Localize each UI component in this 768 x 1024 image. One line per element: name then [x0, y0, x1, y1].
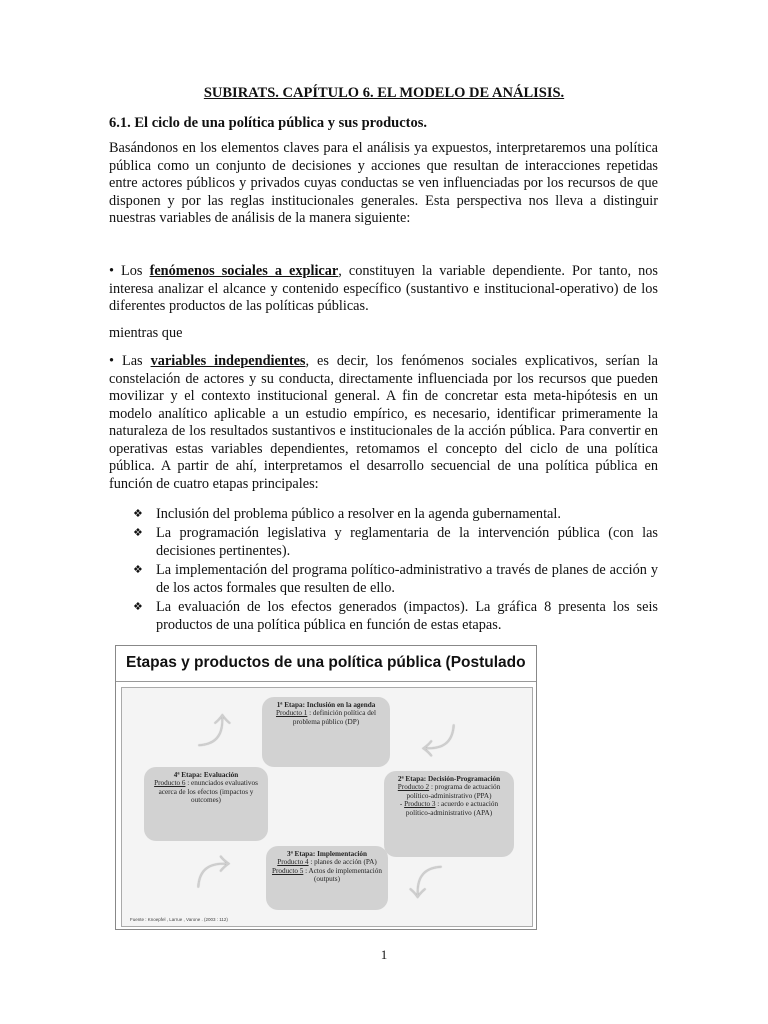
figure-body [121, 687, 533, 927]
point1-term: fenómenos sociales a explicar [149, 263, 339, 279]
figure-title: Etapas y productos de una política pública (Postulado [116, 646, 536, 682]
stage3-product-b-text: : Actos de implementación (outputs) [303, 866, 382, 884]
document-title: SUBIRATS. CAPÍTULO 6. EL MODELO DE ANÁLISIS. [203, 85, 565, 101]
stage3-product-text: : planes de acción (PA) [308, 858, 377, 867]
stage3-product-label: Producto 4 [277, 858, 309, 867]
page-number: 1 [380, 947, 388, 962]
diamond-bullet-icon: ❖ [133, 563, 143, 576]
stage1-box [262, 697, 390, 767]
diamond-bullet-icon: ❖ [133, 526, 143, 539]
list-item: ❖ La evaluación de los efectos generados (impactos). La gráfica 8 presenta los seis productos de una política pública en función de estas etapas. [133, 599, 658, 633]
policy-cycle-figure [115, 645, 537, 930]
figure-source: Fuente : Knoepfel , Larrue , Varone . (2003 : 112) [130, 917, 228, 922]
stage2-product-b-label: Producto 3 [404, 800, 436, 809]
stage3-heading: 3ª Etapa: Implementación [286, 850, 368, 858]
connector-text: mientras que [109, 325, 183, 341]
stage3-box [266, 846, 388, 910]
stage4-product-text: : enunciados evaluativos acerca de los efectos (impactos y outcomes) [158, 779, 258, 805]
curved-arrow-icon: ⤵ [416, 723, 456, 757]
point-dependent-variable [109, 263, 658, 316]
point2-prefix: • Las [109, 353, 151, 369]
curved-arrow-icon: ⤴ [409, 860, 443, 900]
point2-rest: , es decir, los fenómenos sociales explicativos, serían la constelación de actores y su conducta, directamente influenciada por los recursos que pueden movilizar y el contexto institucional general. A fin de concretar esta meta-hipótesis en un modelo analítico aplicable a un estudio empírico, es necesario, identificar primeramente la naturaleza de los resultados sustantivos e institucionales de la acción pública. Para convertir en operativas estas variables dependientes, retomamos el concepto del ciclo de una política pública. A partir de ahí, interpretamos el desarrollo secuencial de una política pública en función de cuatro etapas principales: [109, 353, 659, 492]
stage2-product-b-text: : acuerdo e actuación político-administrativo (APA) [405, 800, 499, 817]
list-item: ❖ Inclusión del problema público a resolver en la agenda gubernamental. [133, 506, 561, 522]
stage3-product-b-label: Producto 5 [272, 866, 304, 875]
point2-term: variables independientes [150, 353, 306, 369]
list-item: ❖ La implementación del programa político-administrativo a través de planes de acción y de los actos formales que resulten de ello. [133, 562, 658, 596]
stage4-product-label: Producto 6 [154, 779, 186, 788]
diamond-bullet-icon: ❖ [133, 507, 143, 520]
stage2-box: 2ª Etapa: Decisión-Programación Producto 2 : programa de actuación político-administrativo (PPA) - Producto 3 : acuerdo e actuación político-administrativo (APA) [384, 771, 514, 857]
curved-arrow-icon: ⤴ [197, 712, 231, 752]
stage1-product-label: Producto 1 [275, 709, 308, 718]
stage2-heading: 2ª Etapa: Decisión-Programación [397, 775, 501, 783]
curved-arrow-icon: ⤵ [196, 855, 236, 889]
stage2-product-text: : programa de actuación político-administrativo (PPA) [406, 783, 501, 800]
stage1-heading: 1ª Etapa: Inclusión en la agenda [276, 701, 376, 709]
stage2-product-label: Producto 2 [397, 783, 430, 792]
section-heading: 6.1. El ciclo de una política pública y sus productos. [109, 115, 427, 131]
point-independent-variables [109, 353, 658, 493]
diamond-bullet-icon: ❖ [133, 600, 143, 613]
stage-list [133, 505, 658, 635]
point1-rest: , constituyen la variable dependiente. Por tanto, nos interesa analizar el alcance y contenido específico (sustantivo e institucional-operativo) de los diferentes productos de las políticas públicas. [109, 263, 658, 314]
intro-paragraph: Basándonos en los elementos claves para el análisis ya expuestos, interpretaremos una política pública como un conjunto de decisiones y acciones que resultan de interacciones repetidas entre actores públicos y privados cuyas conductas se ven influenciadas por los recursos de que disponen y por las reglas institucionales generales. Esta perspectiva nos lleva a distinguir nuestras variables de análisis de la manera siguiente: [109, 140, 658, 226]
point1-prefix: • Los [109, 263, 150, 279]
stage4-heading: 4ª Etapa: Evaluación [173, 771, 239, 779]
list-item: ❖ La programación legislativa y reglamentaria de la intervención pública (con las decisiones pertinentes). [133, 525, 658, 559]
stage1-product-text: : definición política del problema público (DP) [292, 709, 376, 726]
stage4-box [144, 767, 268, 841]
